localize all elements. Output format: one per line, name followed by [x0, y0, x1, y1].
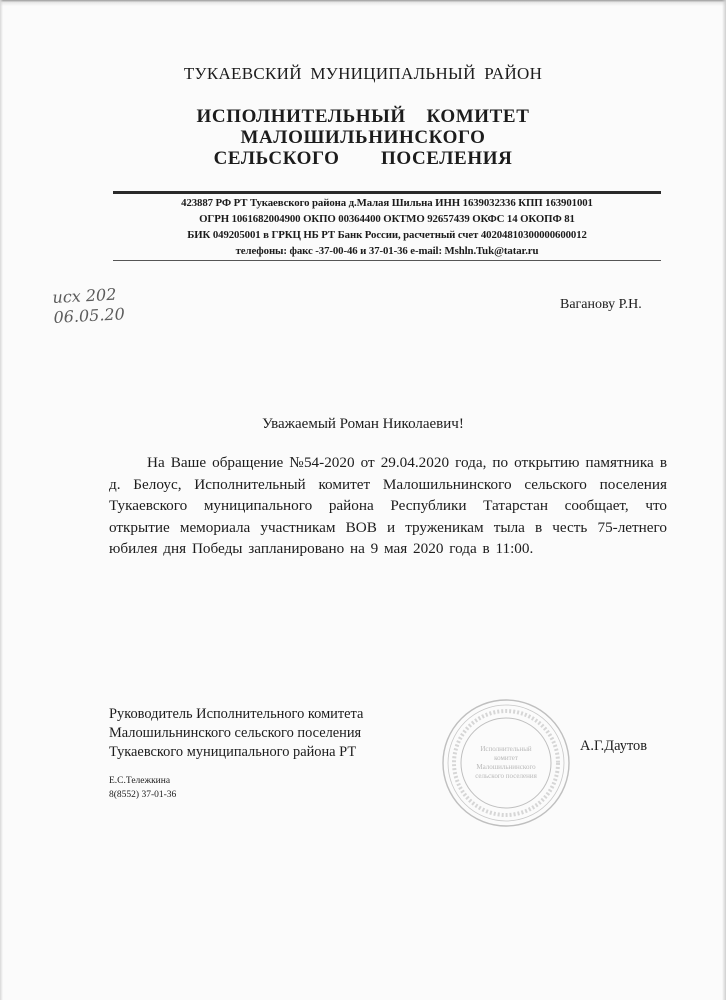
- requisites-line: 423887 РФ РТ Тукаевского района д.Малая Шильна ИНН 1639032336 КПП 163901001: [181, 197, 593, 209]
- signatory-name: А.Г.Даутов: [580, 738, 648, 754]
- stamp-text-line: комитет: [494, 754, 518, 762]
- organization-title-line: МАЛОШИЛЬНИНСКОГО: [240, 127, 486, 148]
- official-stamp: [440, 697, 572, 829]
- stamp-text-line: сельского поселения: [475, 772, 537, 780]
- signatory-title-line: Тукаевского муниципального района РТ: [109, 744, 357, 760]
- stamp-text-line: Малошильнинского: [476, 763, 536, 771]
- outgoing-number: исх 202: [52, 284, 117, 307]
- requisites-line: телефоны: факс -37-00-46 и 37-01-36 e-mail: Mshln.Tuk@tatar.ru: [235, 245, 539, 257]
- organization-title-line: СЕЛЬСКОГО ПОСЕЛЕНИЯ: [213, 148, 513, 169]
- signatory-title-line: Руководитель Исполнительного комитета: [109, 706, 364, 722]
- salutation: Уважаемый Роман Николаевич!: [262, 416, 464, 432]
- stamp-seal-icon: [440, 697, 572, 829]
- organization-title-line: ИСПОЛНИТЕЛЬНЫЙ КОМИТЕТ: [196, 106, 530, 127]
- addressee: Ваганову Р.Н.: [560, 297, 642, 312]
- scan-edge-top: [0, 0, 726, 6]
- outgoing-date: 06.05.20: [53, 304, 126, 327]
- signatory-title: [109, 705, 363, 762]
- stamp-text-line: Исполнительный: [480, 745, 532, 753]
- organization-requisites: [113, 195, 661, 259]
- organization-title: [0, 106, 726, 169]
- signatory-title-line: Малошильнинского сельского поселения: [109, 725, 362, 741]
- letter-body: На Ваше обращение №54-2020 от 29.04.2020 года, по открытию памятника в д. Белоус, Исполнительный комитет Малошильнинского сельского поселения Тукаевского муниципального района Республики Татарстан сообщает, что открытие мемориала участникам ВОВ и труженикам тыла в честь 75-летнего юбилея дня Победы запланировано на 9 мая 2020 года в 11:00.: [109, 454, 667, 557]
- executor-name: Е.С.Тележкина: [109, 776, 171, 786]
- executor-info: [109, 774, 176, 802]
- letterhead-divider-thick: [113, 191, 661, 194]
- requisites-line: ОГРН 1061682004900 ОКПО 00364400 ОКТМО 92657439 ОКФС 14 ОКОПФ 81: [199, 213, 575, 225]
- requisites-line: БИК 049205001 в ГРКЦ НБ РТ Банк России, расчетный счет 40204810300000600012: [187, 229, 587, 241]
- handwritten-registration-note: [52, 284, 125, 328]
- executor-phone: 8(8552) 37-01-36: [109, 790, 177, 800]
- letterhead-divider-thin: [113, 260, 661, 261]
- district-heading: ТУКАЕВСКИЙ МУНИЦИПАЛЬНЫЙ РАЙОН: [183, 64, 543, 83]
